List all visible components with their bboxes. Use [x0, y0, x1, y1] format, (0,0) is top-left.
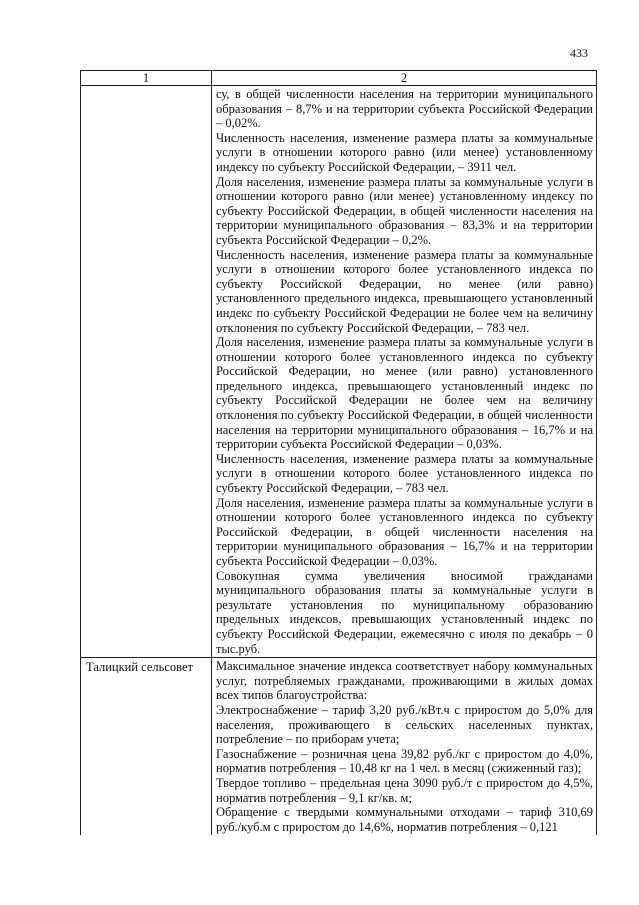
paragraph: Доля населения, изменение размера платы за коммунальные услуги в отношении которого более установленного индекса по субъекту Российской Федерации, но менее (или равно) установленного предельного индекса, превышающего установленный индекс по субъекту Российской Федерации не более чем на величину отклонения по субъекту Российской Федерации, в общей численности населения на территории муниципального образования – 16,7% и на территории субъекта Российской Федерации – 0,03%.: [216, 335, 593, 452]
description-cell: [212, 86, 597, 658]
paragraph: Численность населения, изменение размера платы за коммунальные услуги в отношении которого равно (или менее) установленному индексу по субъекту Российской Федерации, – 3911 чел.: [216, 130, 593, 174]
column-header-2: 2: [212, 71, 597, 86]
paragraph: Доля населения, изменение размера платы за коммунальные услуги в отношении которого более установленного индекса по субъекту Российской Федерации, в общей численности населения на территории муниципального образования – 16,7% и на территории субъекта Российской Федерации – 0,03%.: [216, 495, 593, 568]
municipality-name-cell: [81, 86, 212, 658]
table-row: [81, 658, 597, 836]
paragraph: Численность населения, изменение размера платы за коммунальные услуги в отношении которого более установленного индекса по субъекту Российской Федерации, – 783 чел.: [216, 451, 593, 496]
paragraph: Доля населения, изменение размера платы за коммунальные услуги в отношении которого равно (или менее) установленному индексу по субъекту Российской Федерации, в общей численности населения на территории муниципального образования – 83,3% и на территории субъекта Российской Федерации – 0,2%.: [216, 174, 593, 247]
table-row: [81, 86, 597, 658]
page-number: 433: [570, 46, 588, 60]
municipality-name-cell: Талицкий сельсовет: [81, 658, 212, 836]
paragraph: Газоснабжение – розничная цена 39,82 руб./кг с приростом до 4,0%, норматив потребления – 10,48 кг на 1 чел. в месяц (сжиженный газ);: [216, 746, 593, 776]
table-header-row: [81, 71, 597, 86]
paragraph: Обращение с твердыми коммунальными отходами – тариф 310,69 руб./куб.м с приростом до 14,6%, норматив потребления – 0,121: [216, 805, 593, 834]
paragraph: Совокупная сумма увеличения вносимой гражданами муниципального образования платы за коммунальные услуги в результате установления по муниципальному образованию предельных индексов, превышающих установленный индекс по субъекту Российской Федерации, ежемесячно с июля по декабрь – 0 тыс.руб.: [216, 568, 593, 656]
paragraph: Численность населения, изменение размера платы за коммунальные услуги в отношении которого более установленного индекса по субъекту Российской Федерации, но менее (или равно) установленного предельного индекса, превышающего установленный индекс по субъекту Российской Федерации не более чем на величину отклонения по субъекту Российской Федерации, – 783 чел.: [216, 247, 593, 335]
paragraph: су, в общей численности населения на территории муниципального образования – 8,7% и на территории субъекта Российской Федерации – 0,02%.: [216, 87, 593, 131]
column-header-1: 1: [81, 71, 212, 86]
paragraph: Твердое топливо – предельная цена 3090 руб./т с приростом до 4,5%, норматив потребления – 9,1 кг/кв. м;: [216, 775, 593, 805]
description-cell: [212, 658, 597, 836]
paragraph: Максимальное значение индекса соответствует набору коммунальных услуг, потребляемых гражданами, проживающими в жилых домах всех типов благоустройства:: [216, 659, 593, 703]
data-table: [80, 70, 597, 835]
paragraph: Электроснабжение – тариф 3,20 руб./кВт.ч с приростом до 5,0% для населения, проживающего в сельских населенных пунктах, потребление – по приборам учета;: [216, 702, 593, 747]
